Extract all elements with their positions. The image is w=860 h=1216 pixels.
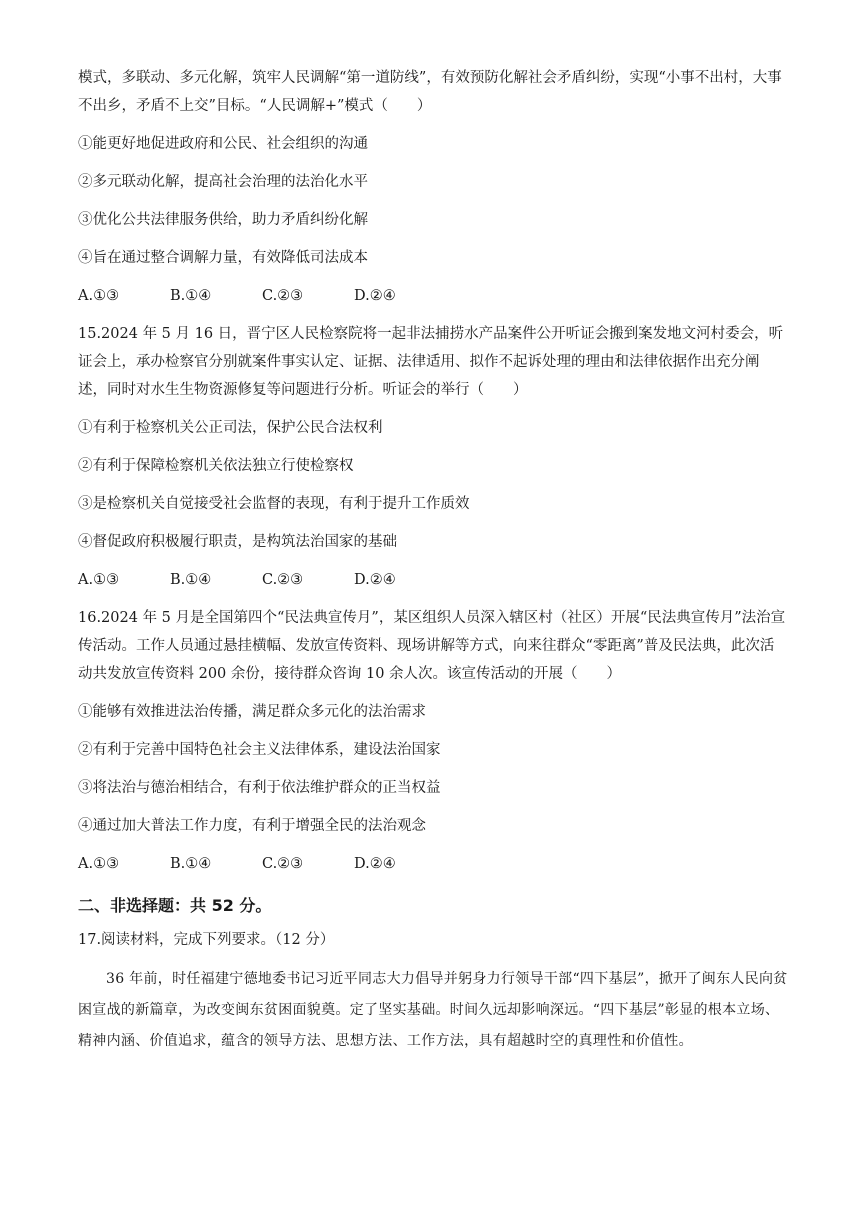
question-17-material: 36 年前，时任福建宁德地委书记习近平同志大力倡导并躬身力行领导干部“四下基层”，掀开了闽东人民向贫困宣战的新篇章，为改变闽东贫困面貌奠。定了坚实基础。时间久远却影响深远。“四下基层”彰显的根本立场、精神内涵、价值追求，蕴含的领导方法、思想方法、工作方法，具有超越时空的真理性和价值性。 bbox=[78, 971, 788, 1049]
section-heading: 二、非选择题：共 52 分。 bbox=[78, 896, 272, 915]
question-15 bbox=[78, 320, 788, 594]
question-16-options bbox=[78, 850, 788, 878]
question-16-item-3: ③将法治与德治相结合，有利于依法维护群众的正当权益 bbox=[78, 780, 441, 796]
option-b: B.①④ bbox=[170, 288, 212, 304]
option-c: C.②③ bbox=[262, 288, 304, 304]
option-b: B.①④ bbox=[170, 572, 212, 588]
question-15-options bbox=[78, 566, 788, 594]
question-16-stem: 16.2024 年 5 月是全国第四个“民法典宣传月”，某区组织人员深入辖区村（社区）开展“民法典宣传月”法治宣传活动。工作人员通过悬挂横幅、发放宣传资料、现场讲解等方式，向来往群众“零距离”普及民法典，此次活动共发放宣传资料 200 余份，接待群众咨询 10 余人次。该宣传活动的开展（ ） bbox=[78, 610, 786, 682]
question-17 bbox=[78, 926, 788, 1057]
question-14-item-2: ②多元联动化解，提高社会治理的法治化水平 bbox=[78, 174, 368, 190]
question-17-stem: 17.阅读材料，完成下列要求。（12 分） bbox=[78, 932, 335, 948]
question-14-item-3: ③优化公共法律服务供给，助力矛盾纠纷化解 bbox=[78, 212, 368, 228]
question-15-item-2: ②有利于保障检察机关依法独立行使检察权 bbox=[78, 458, 354, 474]
question-15-item-4: ④督促政府积极履行职责，是构筑法治国家的基础 bbox=[78, 534, 397, 550]
question-15-item-3: ③是检察机关自觉接受社会监督的表现，有利于提升工作质效 bbox=[78, 496, 470, 512]
question-14 bbox=[78, 64, 788, 310]
question-14-item-1: ①能更好地促进政府和公民、社会组织的沟通 bbox=[78, 136, 368, 152]
option-d: D.②④ bbox=[354, 288, 396, 304]
exam-page bbox=[78, 64, 788, 1057]
question-16-item-1: ①能够有效推进法治传播，满足群众多元化的法治需求 bbox=[78, 704, 426, 720]
option-b: B.①④ bbox=[170, 856, 212, 872]
question-14-stem: 模式，多联动、多元化解，筑牢人民调解“第一道防线”，有效预防化解社会矛盾纠纷，实现“小事不出村，大事不出乡，矛盾不上交”目标。“人民调解+”模式（ ） bbox=[78, 70, 782, 114]
question-16 bbox=[78, 604, 788, 878]
option-d: D.②④ bbox=[354, 572, 396, 588]
question-16-item-4: ④通过加大普法工作力度，有利于增强全民的法治观念 bbox=[78, 818, 426, 834]
question-14-options bbox=[78, 282, 788, 310]
option-d: D.②④ bbox=[354, 856, 396, 872]
question-15-stem: 15.2024 年 5 月 16 日，晋宁区人民检察院将一起非法捕捞水产品案件公开听证会搬到案发地文河村委会，听证会上，承办检察官分别就案件事实认定、证据、法律适用、拟作不起诉处理的理由和法律依据作出充分阐述，同时对水生生物资源修复等问题进行分析。听证会的举行（ ） bbox=[78, 326, 784, 398]
question-16-item-2: ②有利于完善中国特色社会主义法律体系，建设法治国家 bbox=[78, 742, 441, 758]
option-a: A.①③ bbox=[78, 288, 120, 304]
option-c: C.②③ bbox=[262, 572, 304, 588]
question-15-item-1: ①有利于检察机关公正司法，保护公民合法权利 bbox=[78, 420, 383, 436]
question-14-item-4: ④旨在通过整合调解力量，有效降低司法成本 bbox=[78, 250, 368, 266]
option-a: A.①③ bbox=[78, 572, 120, 588]
option-a: A.①③ bbox=[78, 856, 120, 872]
option-c: C.②③ bbox=[262, 856, 304, 872]
